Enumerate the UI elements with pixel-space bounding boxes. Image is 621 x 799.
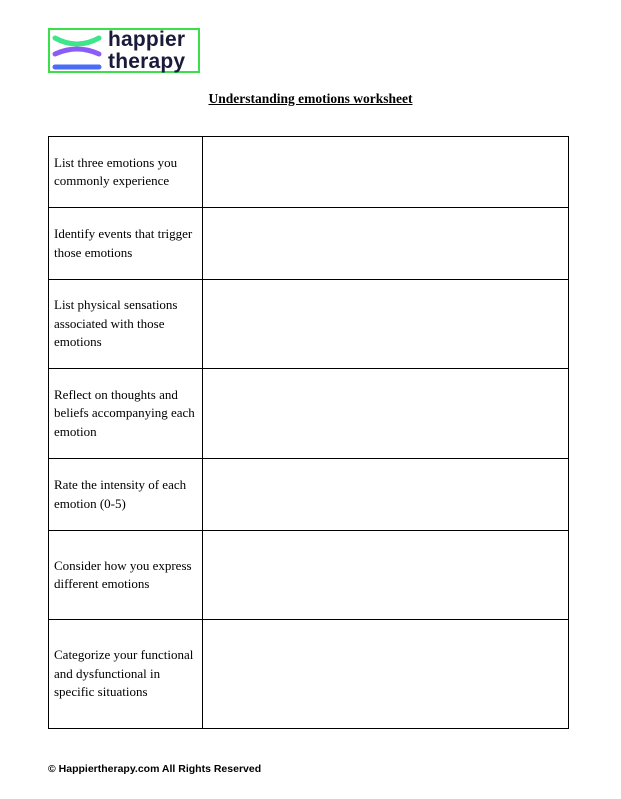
brand-logo — [48, 28, 200, 73]
table-row — [49, 137, 569, 208]
prompt-cell: List physical sensations associated with those emotions — [49, 280, 203, 369]
prompt-cell: Categorize your functional and dysfunctional in specific situations — [49, 620, 203, 729]
response-cell[interactable] — [203, 620, 569, 729]
table-row — [49, 620, 569, 729]
response-cell[interactable] — [203, 280, 569, 369]
response-cell[interactable] — [203, 369, 569, 459]
prompt-cell: Reflect on thoughts and beliefs accompanying each emotion — [49, 369, 203, 459]
worksheet-table — [48, 136, 569, 729]
copyright-footer: © Happiertherapy.com All Rights Reserved — [48, 763, 262, 775]
table-row — [49, 280, 569, 369]
table-row — [49, 531, 569, 620]
response-cell[interactable] — [203, 531, 569, 620]
table-row — [49, 459, 569, 531]
response-cell[interactable] — [203, 137, 569, 208]
prompt-cell: Identify events that trigger those emotions — [49, 208, 203, 280]
prompt-cell: Rate the intensity of each emotion (0-5) — [49, 459, 203, 531]
table-row — [49, 208, 569, 280]
table-row — [49, 369, 569, 459]
response-cell[interactable] — [203, 459, 569, 531]
logo-line-2: therapy — [108, 50, 186, 73]
response-cell[interactable] — [203, 208, 569, 280]
logo-stripes-icon — [51, 32, 103, 72]
prompt-cell: List three emotions you commonly experience — [49, 137, 203, 208]
logo-wordmark — [108, 29, 185, 73]
prompt-cell: Consider how you express different emotions — [49, 531, 203, 620]
page-title: Understanding emotions worksheet — [208, 91, 413, 106]
logo-line-1: happier — [108, 28, 186, 51]
